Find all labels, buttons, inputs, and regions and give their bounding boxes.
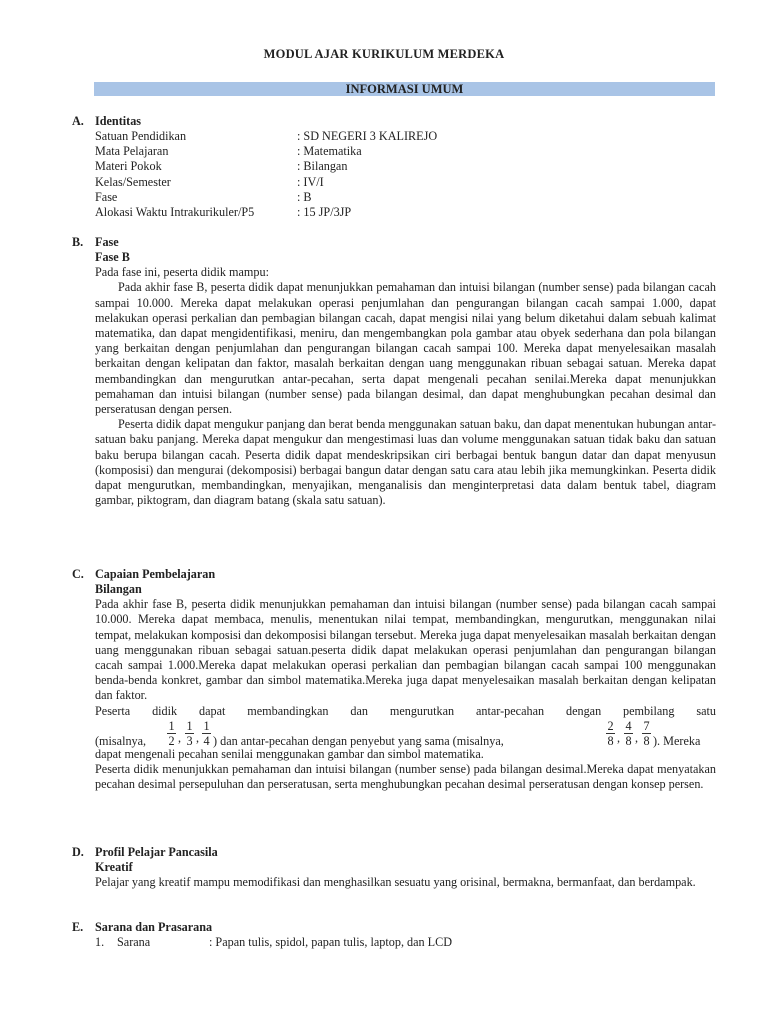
paragraph-intro: Pada fase ini, peserta didik mampu: xyxy=(95,265,269,280)
section-heading xyxy=(72,114,717,129)
fraction xyxy=(167,719,176,748)
section-subheading: Fase B xyxy=(95,250,130,264)
fraction-separator: , xyxy=(635,730,639,745)
fraction-line xyxy=(95,719,716,747)
identitas-row xyxy=(95,205,716,220)
fraction xyxy=(202,719,211,748)
identitas-value: : 15 JP/3JP xyxy=(297,204,352,219)
paragraph: Pada akhir fase B, peserta didik menunjukkan pemahaman dan intuisi bilangan (number sense) pada bilangan cacah sampai 10.000. Mereka dapat membaca, menulis, menentukan nilai tempat, membandingkan, mengurutkan, menggunakan nilai tempat, melakukan komposisi dan dekomposisi bilangan tersebut. Mereka juga dapat menyelesaikan masalah berkaitan dengan uang menggunakan ribuan sebagai satuan.peserta didik dapat melakukan operasi penjumlahan dan pengurangan bilangan cacah sampai 1.000.Mereka dapat melakukan operasi perkalian dan pembagian bilangan cacah sampai 100 menggunakan benda-benda konkret, gambar dan simbol matematika.Mereka juga dapat menyelesaikan masalah berkaitan dengan kelipatan dan faktor. xyxy=(95,597,716,703)
section-identitas xyxy=(72,114,717,220)
fraction-separator: , xyxy=(617,730,621,745)
fraction xyxy=(606,719,615,748)
section-fase xyxy=(72,235,717,508)
identitas-label: Satuan Pendidikan xyxy=(95,129,187,143)
identitas-label: Fase xyxy=(95,189,118,204)
identitas-value: : Matematika xyxy=(297,144,362,159)
section-letter: B. xyxy=(72,235,84,249)
fraction xyxy=(624,719,633,748)
fraction-separator: , xyxy=(196,730,200,745)
fraction-denominator: 2 xyxy=(168,733,175,748)
fraction-separator: , xyxy=(178,730,182,745)
section-letter: A. xyxy=(72,114,84,128)
paragraph: Pelajar yang kreatif mampu memodifikasi dan menghasilkan sesuatu yang orisinal, bermakna, bermanfaat, dan berdampak. xyxy=(95,875,696,890)
section-title: Fase xyxy=(95,235,119,249)
paragraph: dapat mengenali pecahan senilai menggunakan gambar dan simbol matematika. xyxy=(95,746,484,761)
paragraph: Peserta didik menunjukkan pemahaman dan intuisi bilangan (number sense) pada bilangan desimal.Mereka dapat menyatakan pecahan desimal persepuluhan dan perseratusan, serta menghubungkan pecahan desimal perseratusan dengan konsep persen. xyxy=(95,762,716,792)
section-subheading: Kreatif xyxy=(95,860,133,874)
section-title: Sarana dan Prasarana xyxy=(95,920,213,934)
sarana-value: : Papan tulis, spidol, papan tulis, laptop, dan LCD xyxy=(209,935,453,949)
identitas-value: : SD NEGERI 3 KALIREJO xyxy=(297,129,438,143)
fraction-numerator: 4 xyxy=(625,718,632,733)
identitas-label: Mata Pelajaran xyxy=(95,144,169,159)
identitas-value: : B xyxy=(297,189,312,204)
fraction-text-after: ). Mereka xyxy=(653,733,701,748)
identitas-value: : IV/I xyxy=(297,174,324,189)
identitas-label: Alokasi Waktu Intrakurikuler/P5 xyxy=(95,204,255,219)
fraction-numerator: 1 xyxy=(168,718,175,733)
identitas-value: : Bilangan xyxy=(297,159,348,174)
fraction-numerator: 1 xyxy=(186,718,193,733)
paragraph: Peserta didik dapat membandingkan dan mengurutkan antar-pecahan dengan pembilang satu xyxy=(95,703,716,718)
section-letter: C. xyxy=(72,567,84,581)
fraction-numerator: 7 xyxy=(643,718,650,733)
section-heading xyxy=(72,567,717,582)
fraction xyxy=(185,719,194,748)
fraction-text-mid: ) dan antar-pecahan dengan penyebut yang sama (misalnya, xyxy=(213,733,504,748)
fraction-denominator: 8 xyxy=(643,733,650,748)
identitas-label: Kelas/Semester xyxy=(95,174,171,189)
section-heading xyxy=(72,920,717,935)
section-profil xyxy=(72,845,717,890)
section-heading xyxy=(72,845,717,860)
identitas-row xyxy=(95,129,716,144)
fraction-denominator: 3 xyxy=(186,733,193,748)
fraction-denominator: 8 xyxy=(607,733,614,748)
paragraph: Peserta didik dapat mengukur panjang dan berat benda menggunakan satuan baku, dan dapat menentukan hubungan antar-satuan baku panjang. Mereka dapat mengukur dan mengestimasi luas dan volume menggunakan satuan tidak baku dan satuan baku berupa bilangan cacah. Peserta didik dapat mendeskripsikan ciri berbagai bentuk bangun datar dan dapat menyusun (komposisi) dan mengurai (dekomposisi) berbagai bangun datar dengan satu cara atau lebih jika memungkinkan. Peserta didik dapat mengurutkan, membandingkan, menyajikan, menganalisis dan menginterpretasi data dalam bentuk tabel, diagram gambar, piktogram, dan diagram batang (skala satu satuan). xyxy=(95,417,716,508)
fraction-text-before: (misalnya, xyxy=(95,733,147,748)
section-bar-informasi-umum: INFORMASI UMUM xyxy=(94,82,715,96)
identitas-row xyxy=(95,175,716,190)
fraction xyxy=(642,719,651,748)
section-letter: D. xyxy=(72,845,84,859)
sarana-label: Sarana xyxy=(117,935,151,949)
section-title: Identitas xyxy=(95,114,142,128)
fraction-denominator: 8 xyxy=(625,733,632,748)
section-title: Capaian Pembelajaran xyxy=(95,567,216,581)
sarana-number: 1. xyxy=(95,935,105,949)
section-subheading: Bilangan xyxy=(95,582,142,596)
section-capaian xyxy=(72,567,717,792)
identitas-row xyxy=(95,190,716,205)
fraction-denominator: 4 xyxy=(203,733,210,748)
fraction-numerator: 1 xyxy=(203,718,210,733)
identitas-row xyxy=(95,144,716,159)
identitas-table xyxy=(95,129,716,220)
section-title: Profil Pelajar Pancasila xyxy=(95,845,218,859)
section-heading xyxy=(72,235,717,250)
identitas-row xyxy=(95,159,716,174)
document-title: MODUL AJAR KURIKULUM MERDEKA xyxy=(263,47,505,61)
identitas-label: Materi Pokok xyxy=(95,159,162,174)
paragraph: Pada akhir fase B, peserta didik dapat menunjukkan pemahaman dan intuisi bilangan (number sense) pada bilangan cacah sampai 10.000. Mereka dapat melakukan operasi penjumlahan dan pengurangan bilangan cacah sampai 1.000, dapat melakukan operasi perkalian dan pembagian bilangan cacah, dapat mengisi nilai yang belum diketahui dalam sebuah kalimat matematika, dan dapat mengidentifikasi, meniru, dan mengembangkan pola gambar atau obyek sederhana dan pola bilangan yang berkaitan dengan penjumlahan dan pengurangan bilangan cacah sampai 100. Mereka dapat menyelesaikan masalah berkaitan dengan kelipatan dan faktor, masalah berkaitan dengan uang menggunakan ribuan sebagai satuan. Mereka dapat membandingkan dan mengurutkan antar-pecahan, serta dapat mengenali pecahan senilai.Mereka dapat menunjukkan pemahaman dan intuisi bilangan (number sense) pada bilangan desimal, dan dapat menghubungkan pecahan desimal dan perseratusan dengan persen. xyxy=(95,280,716,417)
sarana-item xyxy=(95,935,716,950)
fraction-numerator: 2 xyxy=(607,718,614,733)
section-sarana xyxy=(72,920,717,950)
section-letter: E. xyxy=(72,920,84,934)
